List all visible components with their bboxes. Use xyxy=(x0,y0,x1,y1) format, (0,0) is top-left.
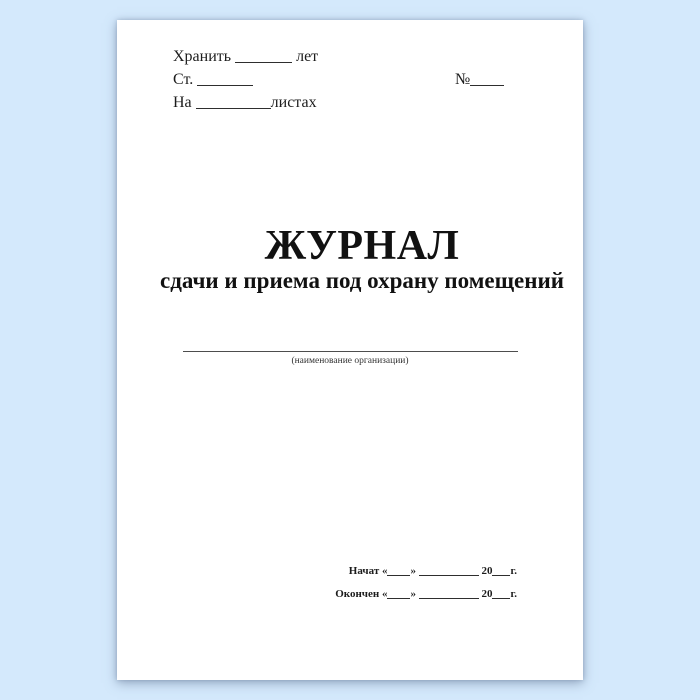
blank-line xyxy=(387,589,410,599)
close-quote: » xyxy=(410,588,416,600)
open-quote: « xyxy=(381,588,388,600)
article-line xyxy=(173,69,253,90)
blank-line xyxy=(470,71,504,86)
blank-line xyxy=(197,71,253,86)
article-label: Ст. xyxy=(173,71,194,88)
sheets-count-line xyxy=(173,92,317,113)
close-quote: » xyxy=(410,565,416,577)
retention-suffix: лет xyxy=(296,48,319,65)
start-date-line xyxy=(335,560,517,583)
journal-subtitle: сдачи и приема под охрану помещений xyxy=(160,268,564,293)
organization-caption: (наименование организации) xyxy=(291,356,409,366)
journal-cover-page xyxy=(117,20,583,680)
blank-line xyxy=(419,589,479,599)
title-block xyxy=(141,225,583,294)
finished-label: Окончен xyxy=(335,588,380,600)
blank-line xyxy=(492,589,510,599)
end-date-line xyxy=(335,583,517,606)
retention-label: Хранить xyxy=(173,48,232,65)
year-suffix: г. xyxy=(510,588,517,600)
year-prefix: 20 xyxy=(481,565,493,577)
dates-block xyxy=(335,560,517,606)
sheets-suffix: листах xyxy=(270,94,317,111)
sheets-prefix: На xyxy=(173,94,192,111)
blank-line xyxy=(492,566,510,576)
open-quote: « xyxy=(381,565,388,577)
started-label: Начат xyxy=(348,565,380,577)
retention-period-line xyxy=(173,46,318,67)
blank-line xyxy=(235,48,292,63)
number-line xyxy=(455,69,504,90)
blank-line xyxy=(196,94,271,109)
number-label: № xyxy=(455,71,471,88)
journal-title: ЖУРНАЛ xyxy=(264,223,460,269)
blank-line xyxy=(419,566,479,576)
organization-name-line xyxy=(183,351,518,352)
year-prefix: 20 xyxy=(481,588,493,600)
blank-line xyxy=(387,566,410,576)
year-suffix: г. xyxy=(510,565,517,577)
